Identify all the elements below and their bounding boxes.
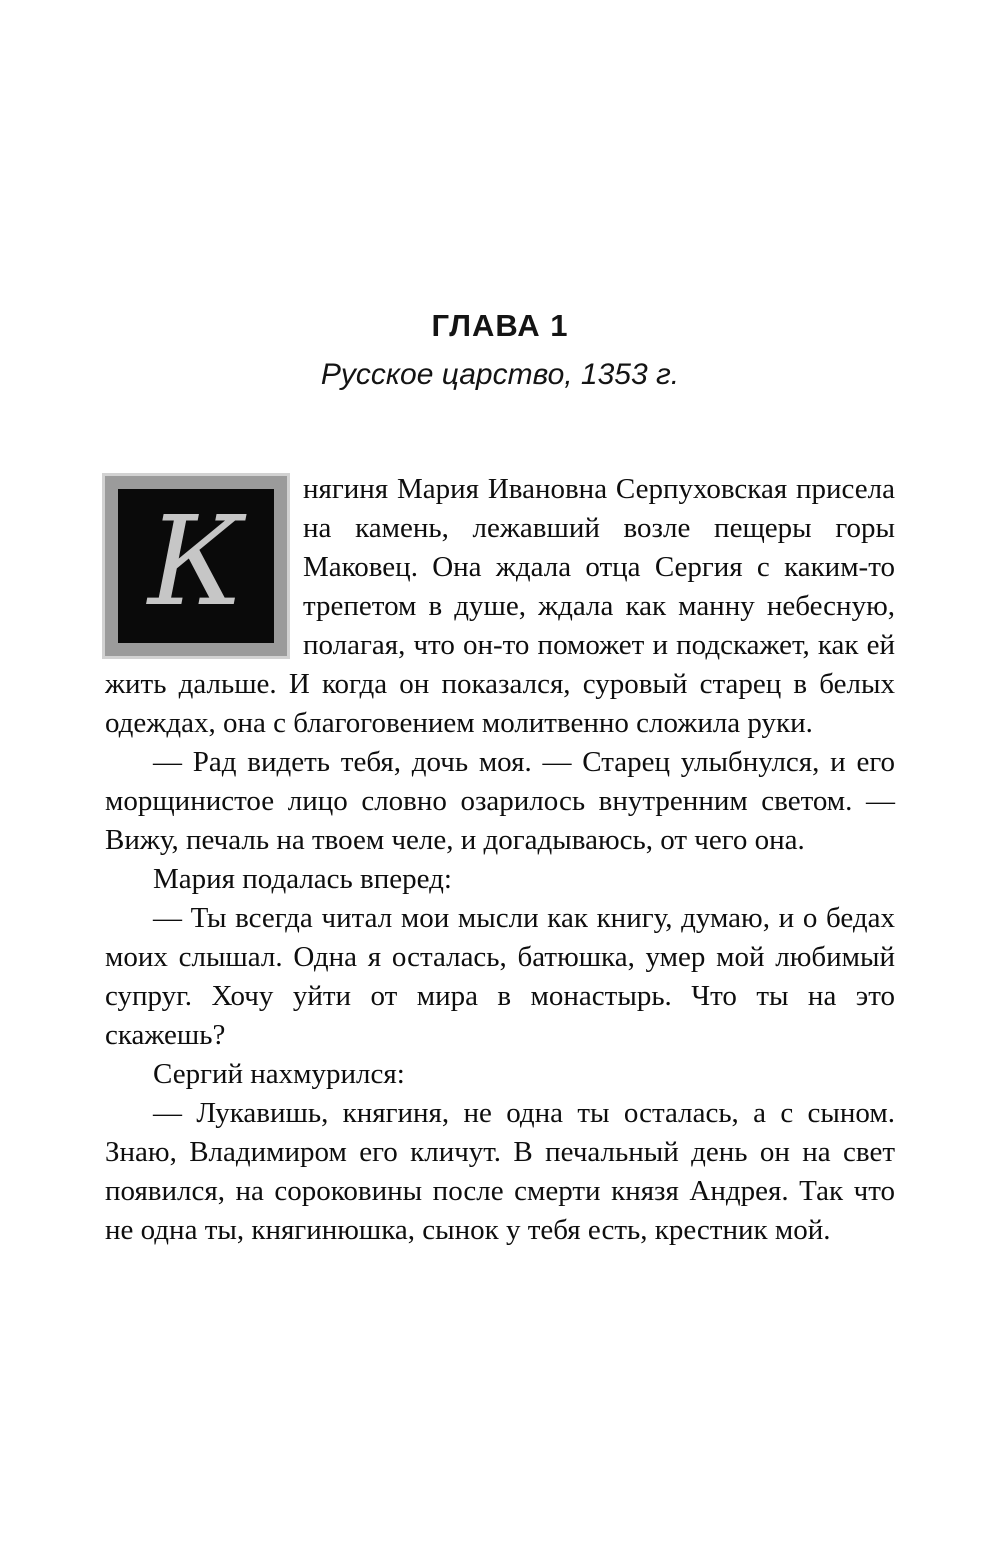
dropcap-initial — [105, 476, 287, 656]
paragraph: нягиня Мария Ивановна Серпуховская присела на камень, лежавший возле пещеры горы Маковец. Она ждала отца Сергия с каким-то трепетом в душе, ждала как манну небесную, полагая, что он-то поможет и подскажет, как ей жить дальше. И когда он показался, суровый старец в белых одеждах, она с благоговением молитвенно сложила руки. — [105, 473, 895, 739]
chapter-subtitle: Русское царство, 1353 г. — [320, 358, 680, 391]
dropcap-letter: К — [148, 490, 244, 634]
paragraph: — Рад видеть тебя, дочь моя. — Старец улыбнулся, и его морщинистое лицо словно озарилось внутренним светом. — Вижу, печаль на твоем челе, и догадываюсь, от чего она. — [105, 746, 895, 856]
paragraph: — Лукавишь, княгиня, не одна ты осталась, а с сыном. Знаю, Владимиром его кличут. В печальный день он на свет появился, на сороковины после смерти князя Андрея. Так что не одна ты, княгинюшка, сынок у тебя есть, крестник мой. — [105, 1097, 895, 1246]
paragraph: — Ты всегда читал мои мысли как книгу, думаю, и о бедах моих слышал. Одна я осталась, батюшка, умер мой любимый супруг. Хочу уйти от мира в монастырь. Что ты на это скажешь? — [105, 902, 895, 1051]
paragraph: Сергий нахмурился: — [153, 1058, 405, 1090]
paragraph: Мария подалась вперед: — [153, 863, 452, 895]
chapter-title: ГЛАВА 1 — [431, 308, 569, 343]
body-text — [105, 470, 895, 1250]
